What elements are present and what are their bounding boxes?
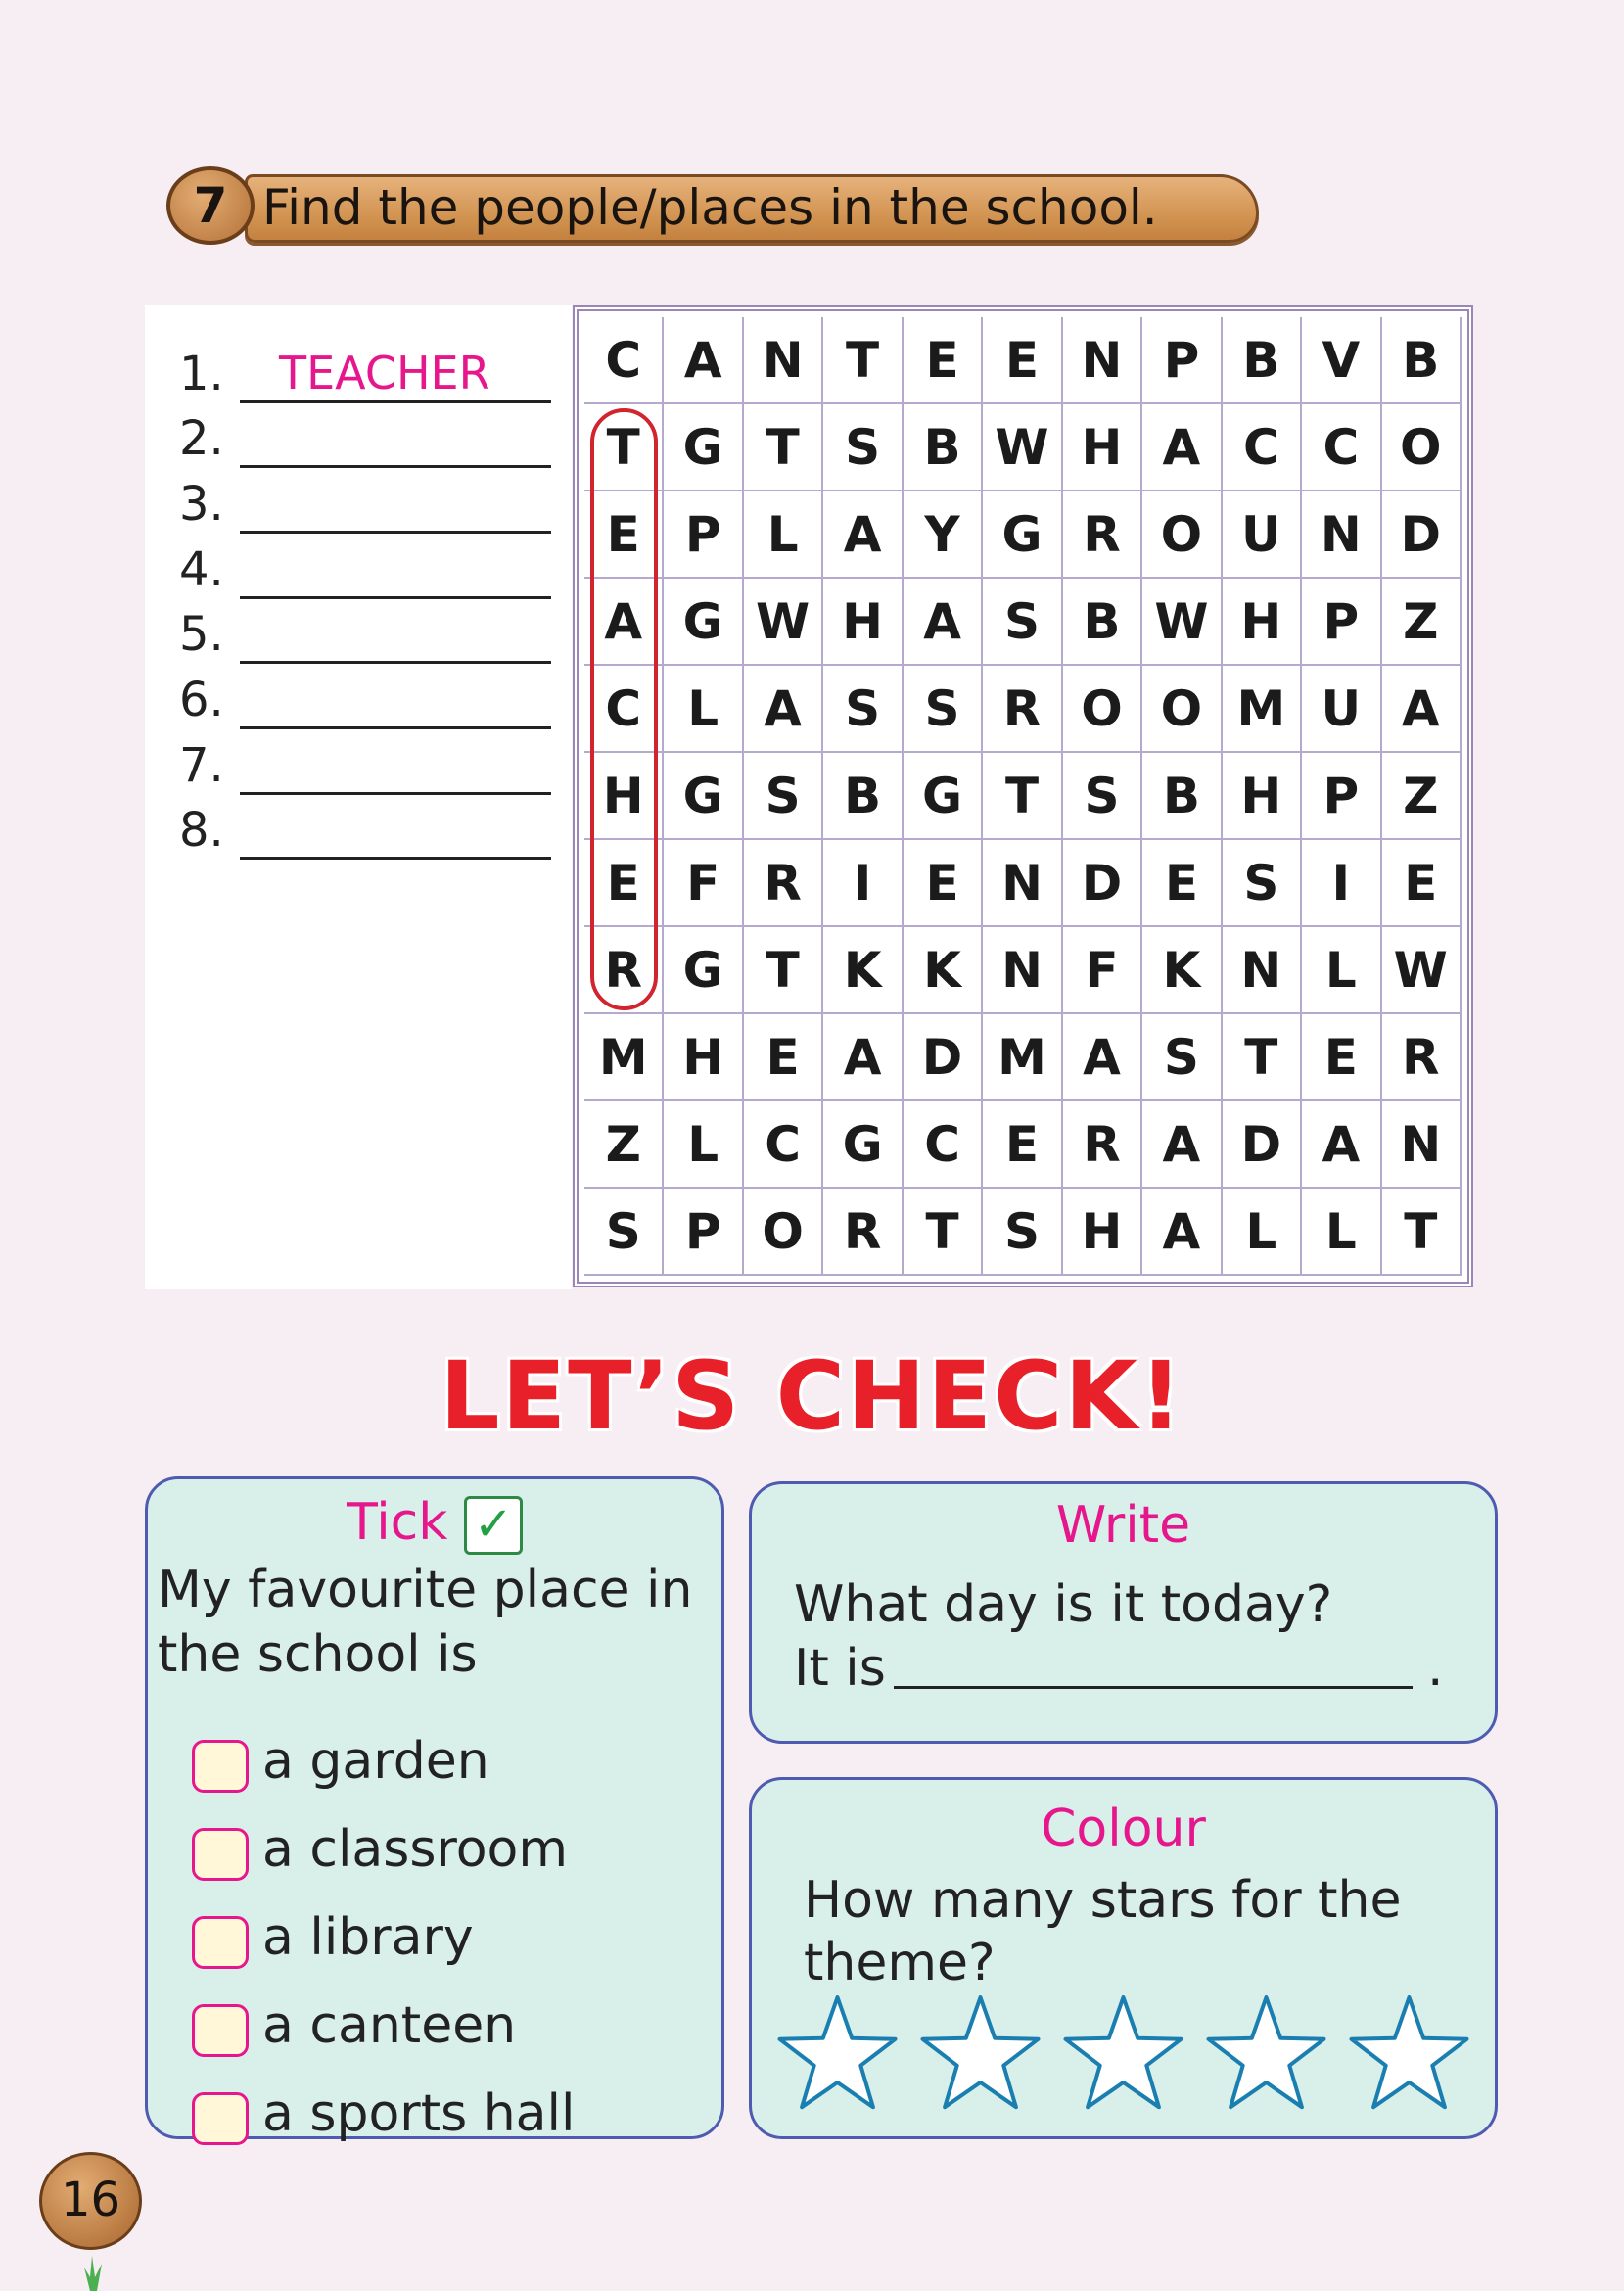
- grid-letter[interactable]: S: [1223, 840, 1302, 927]
- page-number-badge: 16: [39, 2152, 142, 2250]
- grid-letter[interactable]: R: [744, 840, 823, 927]
- grid-letter[interactable]: U: [1302, 666, 1381, 753]
- grid-letter[interactable]: R: [823, 1189, 903, 1276]
- grid-letter[interactable]: L: [1302, 927, 1381, 1014]
- grid-letter[interactable]: P: [664, 1189, 743, 1276]
- grid-letter[interactable]: O: [1142, 491, 1222, 579]
- grid-letter[interactable]: P: [1302, 753, 1381, 840]
- grid-letter[interactable]: Y: [904, 491, 983, 579]
- grid-letter[interactable]: H: [823, 579, 903, 666]
- answer-blank[interactable]: [240, 538, 551, 599]
- grid-letter[interactable]: G: [823, 1101, 903, 1189]
- grid-letter[interactable]: W: [744, 579, 823, 666]
- write-box-title: Write: [1055, 1496, 1191, 1555]
- grid-letter[interactable]: A: [1142, 404, 1222, 491]
- checkbox[interactable]: [192, 1740, 249, 1793]
- answer-blank[interactable]: [240, 342, 551, 403]
- grid-letter[interactable]: I: [1302, 840, 1381, 927]
- grid-letter[interactable]: N: [1063, 317, 1142, 404]
- grid-letter[interactable]: E: [1142, 840, 1222, 927]
- grid-letter[interactable]: C: [1223, 404, 1302, 491]
- word-search-cells: [584, 317, 1462, 1276]
- grid-letter[interactable]: E: [1302, 1014, 1381, 1101]
- grid-letter[interactable]: E: [1382, 840, 1462, 927]
- grid-letter[interactable]: N: [1382, 1101, 1462, 1189]
- exercise-title: Find the people/places in the school.: [262, 179, 1158, 236]
- grid-letter[interactable]: S: [1142, 1014, 1222, 1101]
- write-box-panel: [749, 1481, 1498, 1744]
- grid-letter[interactable]: A: [584, 579, 664, 666]
- grid-letter[interactable]: Z: [1382, 579, 1462, 666]
- answer-text: TEACHER: [279, 347, 490, 399]
- grid-letter[interactable]: A: [823, 1014, 903, 1101]
- answer-row: [179, 345, 551, 403]
- word-search-grid: [573, 305, 1473, 1287]
- grid-letter[interactable]: T: [584, 404, 664, 491]
- grid-letter[interactable]: M: [983, 1014, 1062, 1101]
- grid-letter[interactable]: P: [1142, 317, 1222, 404]
- answer-number: 3.: [179, 477, 224, 532]
- answer-blank[interactable]: [240, 798, 551, 860]
- grid-letter[interactable]: D: [904, 1014, 983, 1101]
- grid-letter[interactable]: E: [983, 1101, 1062, 1189]
- grid-letter[interactable]: B: [1382, 317, 1462, 404]
- grid-letter[interactable]: R: [584, 927, 664, 1014]
- grid-letter[interactable]: E: [584, 840, 664, 927]
- grid-letter[interactable]: G: [664, 927, 743, 1014]
- write-answer-prefix: It is: [794, 1639, 886, 1698]
- colour-prompt-line2: theme?: [804, 1934, 996, 1992]
- answer-number: 4.: [179, 542, 224, 597]
- grid-letter[interactable]: A: [904, 579, 983, 666]
- exercise-header: [166, 166, 1263, 247]
- grid-letter[interactable]: G: [664, 579, 743, 666]
- option-label: a classroom: [262, 1820, 568, 1879]
- grid-letter[interactable]: D: [1063, 840, 1142, 927]
- grid-letter[interactable]: O: [1063, 666, 1142, 753]
- grid-letter[interactable]: W: [983, 404, 1062, 491]
- answer-number: 7.: [179, 738, 224, 793]
- grid-letter[interactable]: G: [983, 491, 1062, 579]
- grid-letter[interactable]: H: [664, 1014, 743, 1101]
- answer-row: [179, 605, 551, 664]
- grid-letter[interactable]: E: [904, 840, 983, 927]
- grid-letter[interactable]: A: [1063, 1014, 1142, 1101]
- option-label: a library: [262, 1908, 474, 1967]
- write-answer-line[interactable]: [894, 1686, 1413, 1689]
- answer-blank[interactable]: [240, 668, 551, 729]
- grid-letter[interactable]: S: [584, 1189, 664, 1276]
- answer-row: [179, 475, 551, 534]
- option-label: a garden: [262, 1732, 489, 1791]
- grid-letter[interactable]: W: [1142, 579, 1222, 666]
- colour-box-title: Colour: [1041, 1800, 1206, 1858]
- colour-prompt-line1: How many stars for the: [804, 1871, 1402, 1930]
- grid-letter[interactable]: A: [1302, 1101, 1381, 1189]
- answer-blank[interactable]: [240, 406, 551, 468]
- grid-letter[interactable]: T: [983, 753, 1062, 840]
- grid-letter[interactable]: H: [1063, 404, 1142, 491]
- grid-letter[interactable]: W: [1382, 927, 1462, 1014]
- grid-letter[interactable]: U: [1223, 491, 1302, 579]
- grid-letter[interactable]: R: [1382, 1014, 1462, 1101]
- checkbox[interactable]: [192, 2004, 249, 2057]
- grid-letter[interactable]: A: [664, 317, 743, 404]
- grid-letter[interactable]: C: [584, 317, 664, 404]
- grid-letter[interactable]: N: [983, 840, 1062, 927]
- exercise-number: 7: [166, 166, 255, 245]
- star-icon[interactable]: [1200, 1995, 1332, 2113]
- grid-letter[interactable]: A: [1382, 666, 1462, 753]
- grid-letter[interactable]: F: [664, 840, 743, 927]
- answer-row: [179, 540, 551, 599]
- grid-letter[interactable]: B: [904, 404, 983, 491]
- grid-letter[interactable]: D: [1223, 1101, 1302, 1189]
- grid-letter[interactable]: A: [1142, 1189, 1222, 1276]
- option-label: a canteen: [262, 1996, 517, 2055]
- grid-letter[interactable]: G: [904, 753, 983, 840]
- grid-letter[interactable]: A: [1142, 1101, 1222, 1189]
- star-icon[interactable]: [1057, 1995, 1189, 2113]
- grid-letter[interactable]: T: [1223, 1014, 1302, 1101]
- grid-letter[interactable]: F: [1063, 927, 1142, 1014]
- grass-icon: [70, 2248, 110, 2291]
- grid-letter[interactable]: T: [744, 927, 823, 1014]
- grid-letter[interactable]: O: [1142, 666, 1222, 753]
- grid-letter[interactable]: H: [584, 753, 664, 840]
- answer-blank[interactable]: [240, 472, 551, 534]
- grid-letter[interactable]: H: [1223, 753, 1302, 840]
- grid-letter[interactable]: E: [983, 317, 1062, 404]
- answer-row: [179, 671, 551, 729]
- option-label: a sports hall: [262, 2084, 576, 2143]
- grid-letter[interactable]: L: [664, 666, 743, 753]
- grid-letter[interactable]: E: [744, 1014, 823, 1101]
- grid-letter[interactable]: S: [744, 753, 823, 840]
- answer-blank[interactable]: [240, 733, 551, 795]
- grid-letter[interactable]: E: [584, 491, 664, 579]
- colour-box-panel: [749, 1777, 1498, 2139]
- grid-letter[interactable]: B: [1223, 317, 1302, 404]
- grid-letter[interactable]: S: [904, 666, 983, 753]
- grid-letter[interactable]: S: [823, 666, 903, 753]
- answer-panel: [145, 305, 572, 1289]
- grid-letter[interactable]: L: [1302, 1189, 1381, 1276]
- grid-letter[interactable]: L: [664, 1101, 743, 1189]
- answer-row: [179, 801, 551, 860]
- grid-letter[interactable]: M: [1223, 666, 1302, 753]
- check-mark-icon: ✓: [464, 1496, 523, 1555]
- grid-letter[interactable]: T: [904, 1189, 983, 1276]
- grid-letter[interactable]: R: [983, 666, 1062, 753]
- found-word-highlight: [590, 408, 658, 1010]
- write-question: What day is it today?: [794, 1575, 1333, 1634]
- grid-letter[interactable]: T: [744, 404, 823, 491]
- grid-letter[interactable]: N: [1223, 927, 1302, 1014]
- grid-letter[interactable]: G: [664, 404, 743, 491]
- grid-letter[interactable]: T: [823, 317, 903, 404]
- grid-letter[interactable]: C: [904, 1101, 983, 1189]
- star-icon[interactable]: [771, 1995, 904, 2113]
- write-answer-suffix: .: [1427, 1639, 1444, 1698]
- grid-letter[interactable]: K: [823, 927, 903, 1014]
- grid-letter[interactable]: P: [664, 491, 743, 579]
- grid-letter[interactable]: O: [744, 1189, 823, 1276]
- grid-letter[interactable]: N: [1302, 491, 1381, 579]
- tick-prompt-line1: My favourite place in: [158, 1561, 693, 1619]
- grid-letter[interactable]: R: [1063, 1101, 1142, 1189]
- tick-title-text: Tick: [347, 1493, 448, 1552]
- checkbox[interactable]: [192, 1828, 249, 1881]
- grid-letter[interactable]: R: [1063, 491, 1142, 579]
- grid-letter[interactable]: H: [1063, 1189, 1142, 1276]
- answer-number: 8.: [179, 803, 224, 858]
- grid-letter[interactable]: P: [1302, 579, 1381, 666]
- grid-letter[interactable]: O: [1382, 404, 1462, 491]
- grid-letter[interactable]: B: [1142, 753, 1222, 840]
- grid-letter[interactable]: S: [823, 404, 903, 491]
- grid-letter[interactable]: K: [904, 927, 983, 1014]
- tick-prompt-line2: the school is: [158, 1625, 478, 1684]
- grid-letter[interactable]: C: [1302, 404, 1381, 491]
- grid-letter[interactable]: S: [1063, 753, 1142, 840]
- grid-letter[interactable]: V: [1302, 317, 1381, 404]
- tick-box-panel: [145, 1476, 724, 2143]
- answer-number: 6.: [179, 673, 224, 727]
- grid-letter[interactable]: A: [744, 666, 823, 753]
- grid-letter[interactable]: B: [1063, 579, 1142, 666]
- answer-row: [179, 409, 551, 468]
- answer-blank[interactable]: [240, 602, 551, 664]
- grid-letter[interactable]: E: [904, 317, 983, 404]
- answer-number: 5.: [179, 607, 224, 662]
- grid-letter[interactable]: B: [823, 753, 903, 840]
- checkbox[interactable]: [192, 1916, 249, 1969]
- grid-letter[interactable]: K: [1142, 927, 1222, 1014]
- grid-letter[interactable]: C: [744, 1101, 823, 1189]
- grid-letter[interactable]: S: [983, 579, 1062, 666]
- grid-letter[interactable]: A: [823, 491, 903, 579]
- star-icon[interactable]: [914, 1995, 1046, 2113]
- tick-box-title: [148, 1493, 721, 1555]
- answer-number: 2.: [179, 411, 224, 466]
- grid-letter[interactable]: L: [1223, 1189, 1302, 1276]
- grid-letter[interactable]: H: [1223, 579, 1302, 666]
- grid-letter[interactable]: T: [1382, 1189, 1462, 1276]
- answer-row: [179, 736, 551, 795]
- grid-letter[interactable]: C: [584, 666, 664, 753]
- grid-letter[interactable]: G: [664, 753, 743, 840]
- grid-letter[interactable]: M: [584, 1014, 664, 1101]
- grid-letter[interactable]: Z: [1382, 753, 1462, 840]
- star-icon[interactable]: [1343, 1995, 1475, 2113]
- grid-letter[interactable]: N: [744, 317, 823, 404]
- grid-letter[interactable]: L: [744, 491, 823, 579]
- grid-letter[interactable]: D: [1382, 491, 1462, 579]
- grid-letter[interactable]: N: [983, 927, 1062, 1014]
- lets-check-heading: LET’S CHECK!: [440, 1341, 1184, 1451]
- grid-letter[interactable]: S: [983, 1189, 1062, 1276]
- grid-letter[interactable]: I: [823, 840, 903, 927]
- grid-letter[interactable]: Z: [584, 1101, 664, 1189]
- answer-number: 1.: [179, 347, 224, 401]
- checkbox[interactable]: [192, 2092, 249, 2145]
